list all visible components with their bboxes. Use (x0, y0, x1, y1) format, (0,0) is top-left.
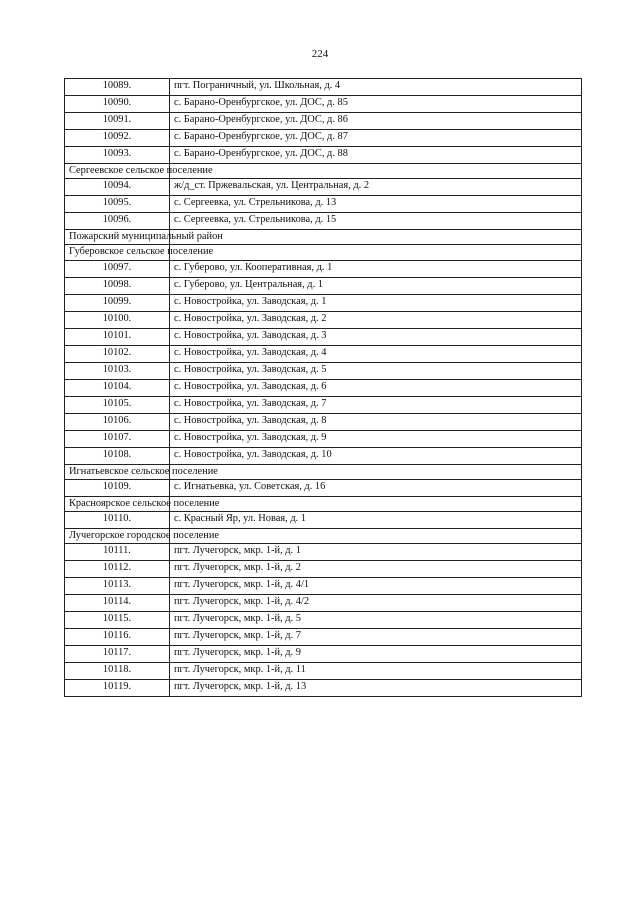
entry-address: с. Барано-Оренбургское, ул. ДОС, д. 88 (170, 147, 582, 164)
table-row (65, 612, 582, 629)
section-row (65, 529, 582, 544)
entry-number: 10108. (65, 447, 170, 464)
section-name: Губеровское сельское поселение (65, 245, 170, 260)
section-name: Игнатьевское сельское поселение (65, 464, 170, 479)
entry-address: с. Новостройка, ул. Заводская, д. 6 (170, 379, 582, 396)
section-name: Пожарский муниципальный район (65, 230, 170, 245)
section-row (65, 164, 582, 179)
entry-number: 10105. (65, 396, 170, 413)
entry-number: 10097. (65, 260, 170, 277)
section-empty-cell (170, 164, 582, 179)
entry-address: пгт. Лучегорск, мкр. 1-й, д. 11 (170, 663, 582, 680)
entry-number: 10112. (65, 561, 170, 578)
entry-address: с. Барано-Оренбургское, ул. ДОС, д. 86 (170, 113, 582, 130)
table-row (65, 663, 582, 680)
entry-address: пгт. Пограничный, ул. Школьная, д. 4 (170, 79, 582, 96)
entry-address: с. Новостройка, ул. Заводская, д. 5 (170, 362, 582, 379)
table-row (65, 430, 582, 447)
entry-address: с. Губерово, ул. Центральная, д. 1 (170, 277, 582, 294)
table-row (65, 561, 582, 578)
section-name: Сергеевское сельское поселение (65, 164, 170, 179)
entry-number: 10115. (65, 612, 170, 629)
entry-address: пгт. Лучегорск, мкр. 1-й, д. 4/1 (170, 578, 582, 595)
section-empty-cell (170, 245, 582, 260)
address-table-body (65, 79, 582, 697)
entry-number: 10101. (65, 328, 170, 345)
table-row (65, 362, 582, 379)
entry-number: 10094. (65, 179, 170, 196)
entry-address: с. Новостройка, ул. Заводская, д. 8 (170, 413, 582, 430)
entry-number: 10117. (65, 646, 170, 663)
page-number: 224 (311, 48, 329, 60)
table-row (65, 595, 582, 612)
table-row (65, 130, 582, 147)
entry-address: с. Новостройка, ул. Заводская, д. 4 (170, 345, 582, 362)
entry-address: пгт. Лучегорск, мкр. 1-й, д. 13 (170, 680, 582, 697)
table-row (65, 311, 582, 328)
section-empty-cell (170, 464, 582, 479)
entry-number: 10092. (65, 130, 170, 147)
section-empty-cell (170, 230, 582, 245)
entry-address: с. Новостройка, ул. Заводская, д. 1 (170, 294, 582, 311)
table-row (65, 79, 582, 96)
section-name: Лучегорское городское поселение (65, 529, 170, 544)
entry-number: 10100. (65, 311, 170, 328)
section-empty-cell (170, 496, 582, 511)
table-row (65, 345, 582, 362)
entry-number: 10119. (65, 680, 170, 697)
entry-address: с. Новостройка, ул. Заводская, д. 10 (170, 447, 582, 464)
section-empty-cell (170, 529, 582, 544)
entry-number: 10107. (65, 430, 170, 447)
table-row (65, 196, 582, 213)
section-row (65, 230, 582, 245)
table-row (65, 578, 582, 595)
entry-address: пгт. Лучегорск, мкр. 1-й, д. 1 (170, 544, 582, 561)
section-row (65, 464, 582, 479)
entry-address: пгт. Лучегорск, мкр. 1-й, д. 4/2 (170, 595, 582, 612)
table-row (65, 413, 582, 430)
entry-number: 10103. (65, 362, 170, 379)
entry-address: пгт. Лучегорск, мкр. 1-й, д. 2 (170, 561, 582, 578)
table-row (65, 544, 582, 561)
table-row (65, 447, 582, 464)
entry-number: 10110. (65, 512, 170, 529)
table-row (65, 294, 582, 311)
entry-number: 10093. (65, 147, 170, 164)
entry-address: пгт. Лучегорск, мкр. 1-й, д. 7 (170, 629, 582, 646)
entry-number: 10090. (65, 96, 170, 113)
entry-number: 10116. (65, 629, 170, 646)
entry-number: 10118. (65, 663, 170, 680)
section-row (65, 496, 582, 511)
table-row (65, 396, 582, 413)
entry-number: 10111. (65, 544, 170, 561)
entry-number: 10104. (65, 379, 170, 396)
entry-address: с. Губерово, ул. Кооперативная, д. 1 (170, 260, 582, 277)
entry-number: 10102. (65, 345, 170, 362)
entry-number: 10098. (65, 277, 170, 294)
table-row (65, 646, 582, 663)
entry-address: с. Красный Яр, ул. Новая, д. 1 (170, 512, 582, 529)
table-row (65, 277, 582, 294)
table-row (65, 680, 582, 697)
entry-address: с. Игнатьевка, ул. Советская, д. 16 (170, 479, 582, 496)
table-row (65, 213, 582, 230)
section-row (65, 245, 582, 260)
entry-number: 10113. (65, 578, 170, 595)
entry-address: с. Новостройка, ул. Заводская, д. 9 (170, 430, 582, 447)
entry-number: 10114. (65, 595, 170, 612)
entry-number: 10106. (65, 413, 170, 430)
entry-address: с. Сергеевка, ул. Стрельникова, д. 13 (170, 196, 582, 213)
table-row (65, 113, 582, 130)
entry-number: 10089. (65, 79, 170, 96)
entry-address: пгт. Лучегорск, мкр. 1-й, д. 5 (170, 612, 582, 629)
table-row (65, 147, 582, 164)
entry-number: 10091. (65, 113, 170, 130)
table-row (65, 96, 582, 113)
entry-address: пгт. Лучегорск, мкр. 1-й, д. 9 (170, 646, 582, 663)
entry-address: с. Новостройка, ул. Заводская, д. 7 (170, 396, 582, 413)
entry-number: 10096. (65, 213, 170, 230)
table-row (65, 629, 582, 646)
table-row (65, 328, 582, 345)
table-row (65, 260, 582, 277)
entry-address: с. Сергеевка, ул. Стрельникова, д. 15 (170, 213, 582, 230)
table-row (65, 512, 582, 529)
entry-address: с. Барано-Оренбургское, ул. ДОС, д. 85 (170, 96, 582, 113)
table-row (65, 179, 582, 196)
entry-address: с. Новостройка, ул. Заводская, д. 2 (170, 311, 582, 328)
entry-number: 10095. (65, 196, 170, 213)
entry-address: ж/д_ст. Пржевальская, ул. Центральная, д. 2 (170, 179, 582, 196)
entry-number: 10109. (65, 479, 170, 496)
table-row (65, 379, 582, 396)
entry-number: 10099. (65, 294, 170, 311)
table-row (65, 479, 582, 496)
address-table (64, 78, 582, 697)
entry-address: с. Барано-Оренбургское, ул. ДОС, д. 87 (170, 130, 582, 147)
section-name: Красноярское сельское поселение (65, 496, 170, 511)
entry-address: с. Новостройка, ул. Заводская, д. 3 (170, 328, 582, 345)
